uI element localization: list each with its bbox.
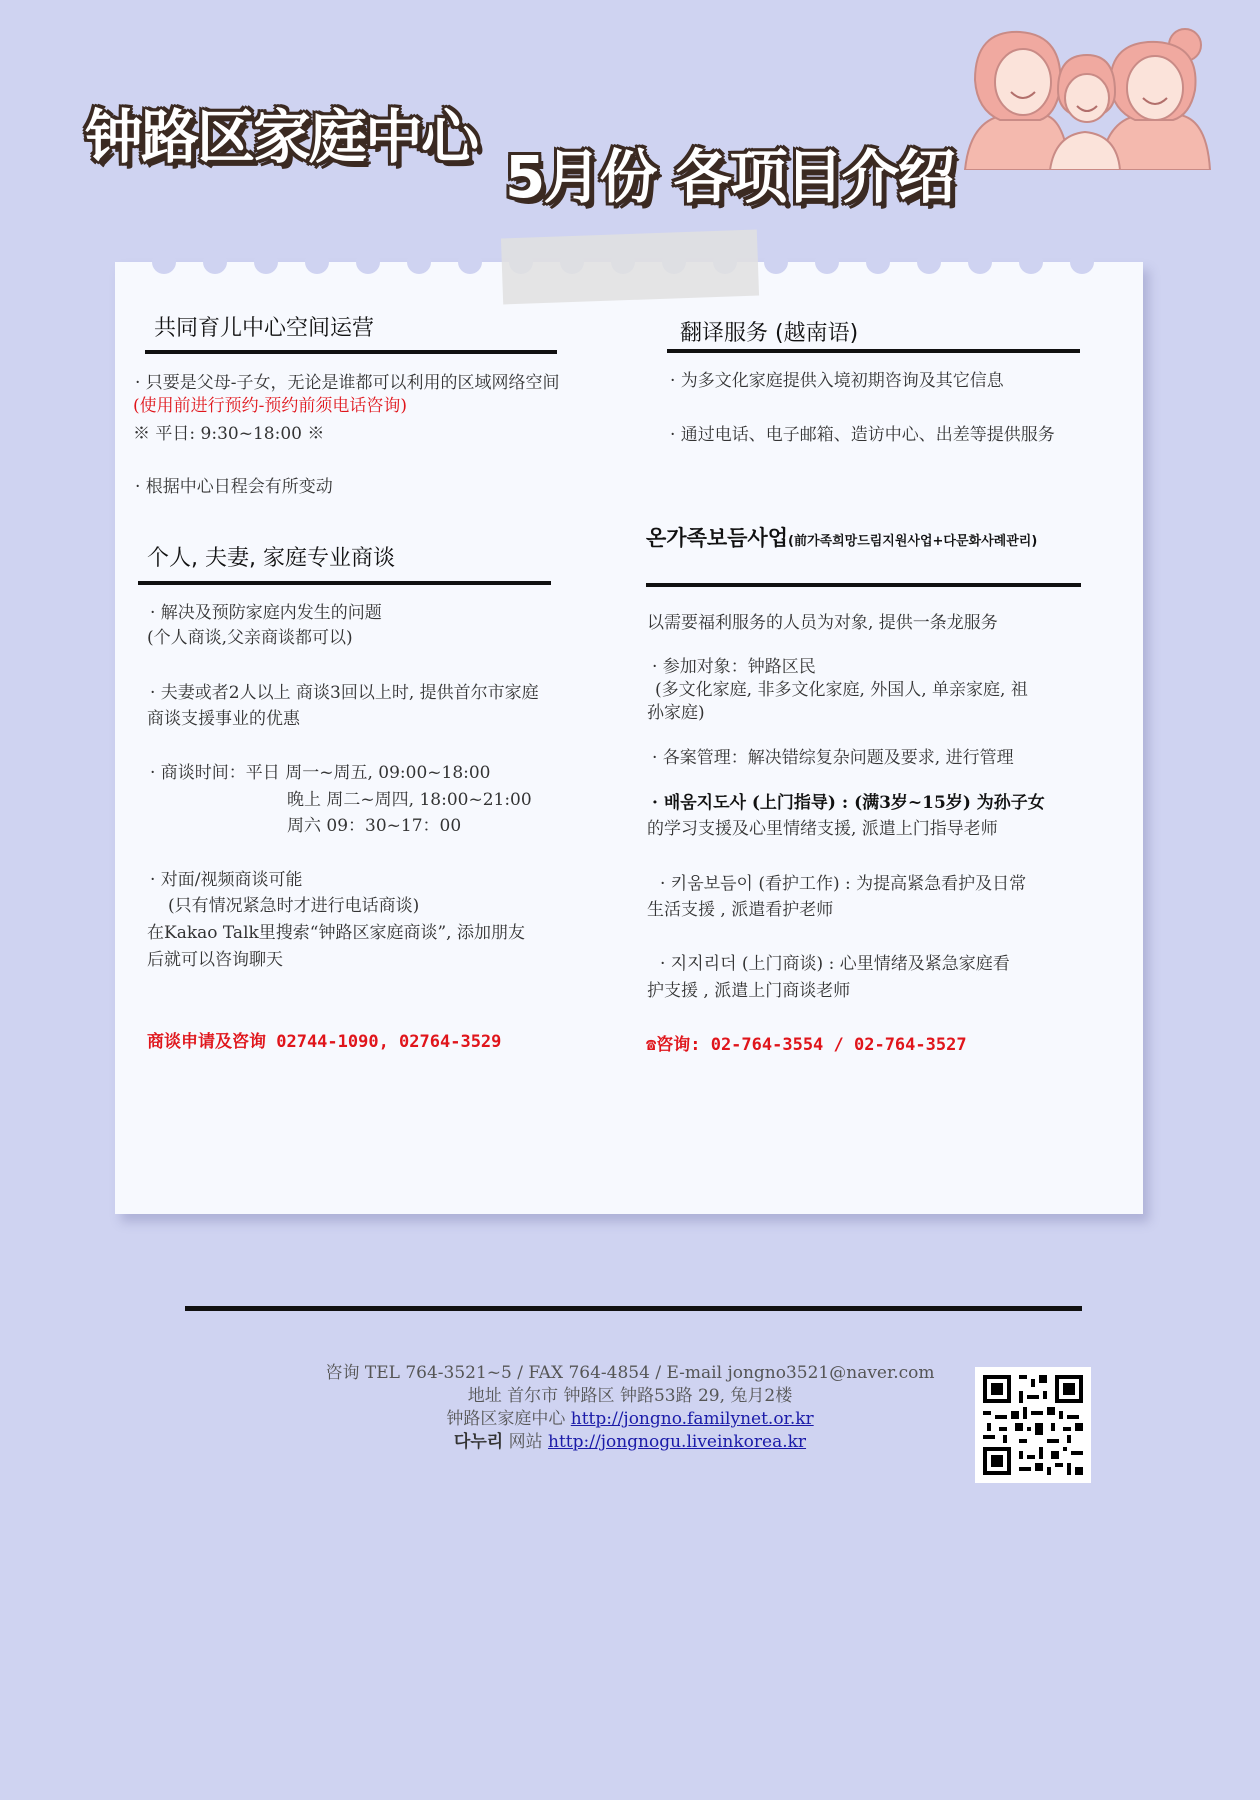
counseling-line: 商谈支援事业的优惠 (147, 709, 300, 729)
family-care-line: 的学习支援及心里情绪支援, 派遣上门指导老师 (647, 819, 998, 839)
section-rule (145, 350, 557, 354)
family-care-line: · 배움지도사 (上门指导) : (满3岁~15岁) 为孙子女 (652, 793, 1045, 813)
family-care-line: 生活支援 , 派遣看护老师 (647, 900, 834, 920)
tape-strip (501, 230, 759, 305)
danuri-website-link[interactable]: http://jongnogu.liveinkorea.kr (548, 1432, 807, 1452)
family-care-title-note: (前가족희망드림지원사업+다문화사례관리) (788, 534, 1038, 549)
footer-site-label: 网站 (503, 1432, 549, 1452)
family-care-line: 护支援 , 派遣上门商谈老师 (647, 981, 851, 1001)
family-care-title: 온가족보듬사업 (646, 526, 789, 550)
childcare-schedule-note: · 根据中心日程会有所变动 (135, 477, 333, 497)
center-title: 钟路区家庭中心 (85, 103, 478, 171)
family-care-line: · 지지리더 (上门商谈) : 心里情绪及紧急家庭看 (660, 954, 1010, 974)
counseling-line: · 解决及预防家庭内发生的问题 (150, 603, 382, 623)
family-care-line: (多文化家庭, 非多文化家庭, 外国人, 单亲家庭, 祖 (655, 680, 1028, 700)
section-rule (138, 581, 551, 585)
counseling-hours-evening: 晚上 周二~周四, 18:00~21:00 (287, 790, 532, 810)
center-website-link[interactable]: http://jongno.familynet.or.kr (570, 1409, 814, 1429)
counseling-line: (只有情况紧急时才进行电话商谈) (168, 896, 420, 916)
footer-address: 地址 首尔市 钟路区 钟路53路 29, 兔月2楼 (467, 1386, 793, 1406)
qr-code-icon (975, 1367, 1091, 1483)
month-subtitle: 5月份 各项目介绍 (505, 143, 954, 211)
counseling-contact: 商谈申请及咨询 02744-1090, 02764-3529 (147, 1032, 502, 1052)
translation-line: · 为多文化家庭提供入境初期咨询及其它信息 (670, 371, 1004, 391)
counseling-hours-saturday: 周六 09：30~17：00 (287, 816, 462, 836)
family-care-contact: ☎咨询: 02-764-3554 / 02-764-3527 (646, 1035, 967, 1055)
childcare-hours: ※ 平日: 9:30~18:00 ※ (133, 424, 325, 444)
childcare-section-title: 共同育儿中心空间运营 (154, 316, 375, 341)
translation-line: · 通过电话、电子邮箱、造访中心、出差等提供服务 (670, 425, 1055, 445)
family-illustration (945, 20, 1225, 170)
counseling-line: 在Kakao Talk里搜索“钟路区家庭商谈”, 添加朋友 (147, 923, 525, 943)
counseling-hours: · 商谈时间：平日 周一~周五, 09:00~18:00 (150, 763, 491, 783)
counseling-section-title: 个人, 夫妻, 家庭专业商谈 (147, 546, 395, 571)
footer-contact: 咨询 TEL 764-3521~5 / FAX 764-4854 / E-mail jongno3521@naver.com (325, 1363, 935, 1383)
family-care-section-title (646, 522, 1037, 552)
family-care-line: · 키움보듬이 (看护工作) : 为提高紧急看护及日常 (660, 874, 1027, 894)
childcare-line: · 只要是父母-子女，无论是谁都可以利用的区域网络空间 (135, 373, 560, 393)
family-care-line: · 各案管理：解决错综复杂问题及要求, 进行管理 (652, 748, 1014, 768)
counseling-line: · 对面/视频商谈可能 (150, 870, 303, 890)
footer-center-label: 钟路区家庭中心 (446, 1409, 571, 1429)
footer-danuri-label: 다누리 (453, 1432, 504, 1452)
counseling-line: · 夫妻或者2人以上 商谈3回以上时, 提供首尔市家庭 (150, 683, 539, 703)
family-care-line: 以需要福利服务的人员为对象, 提供一条龙服务 (647, 613, 998, 633)
footer-rule (185, 1306, 1082, 1311)
counseling-line: (个人商谈,父亲商谈都可以) (147, 628, 353, 648)
family-care-line: 孙家庭) (647, 703, 705, 723)
counseling-line: 后就可以咨询聊天 (147, 950, 283, 970)
family-care-line: · 参加对象：钟路区民 (652, 657, 816, 677)
translation-section-title: 翻译服务 (越南语) (680, 321, 859, 346)
section-rule (667, 349, 1080, 353)
childcare-reservation-note: (使用前进行预约-预约前须电话咨询) (133, 396, 408, 416)
section-rule (646, 583, 1081, 587)
